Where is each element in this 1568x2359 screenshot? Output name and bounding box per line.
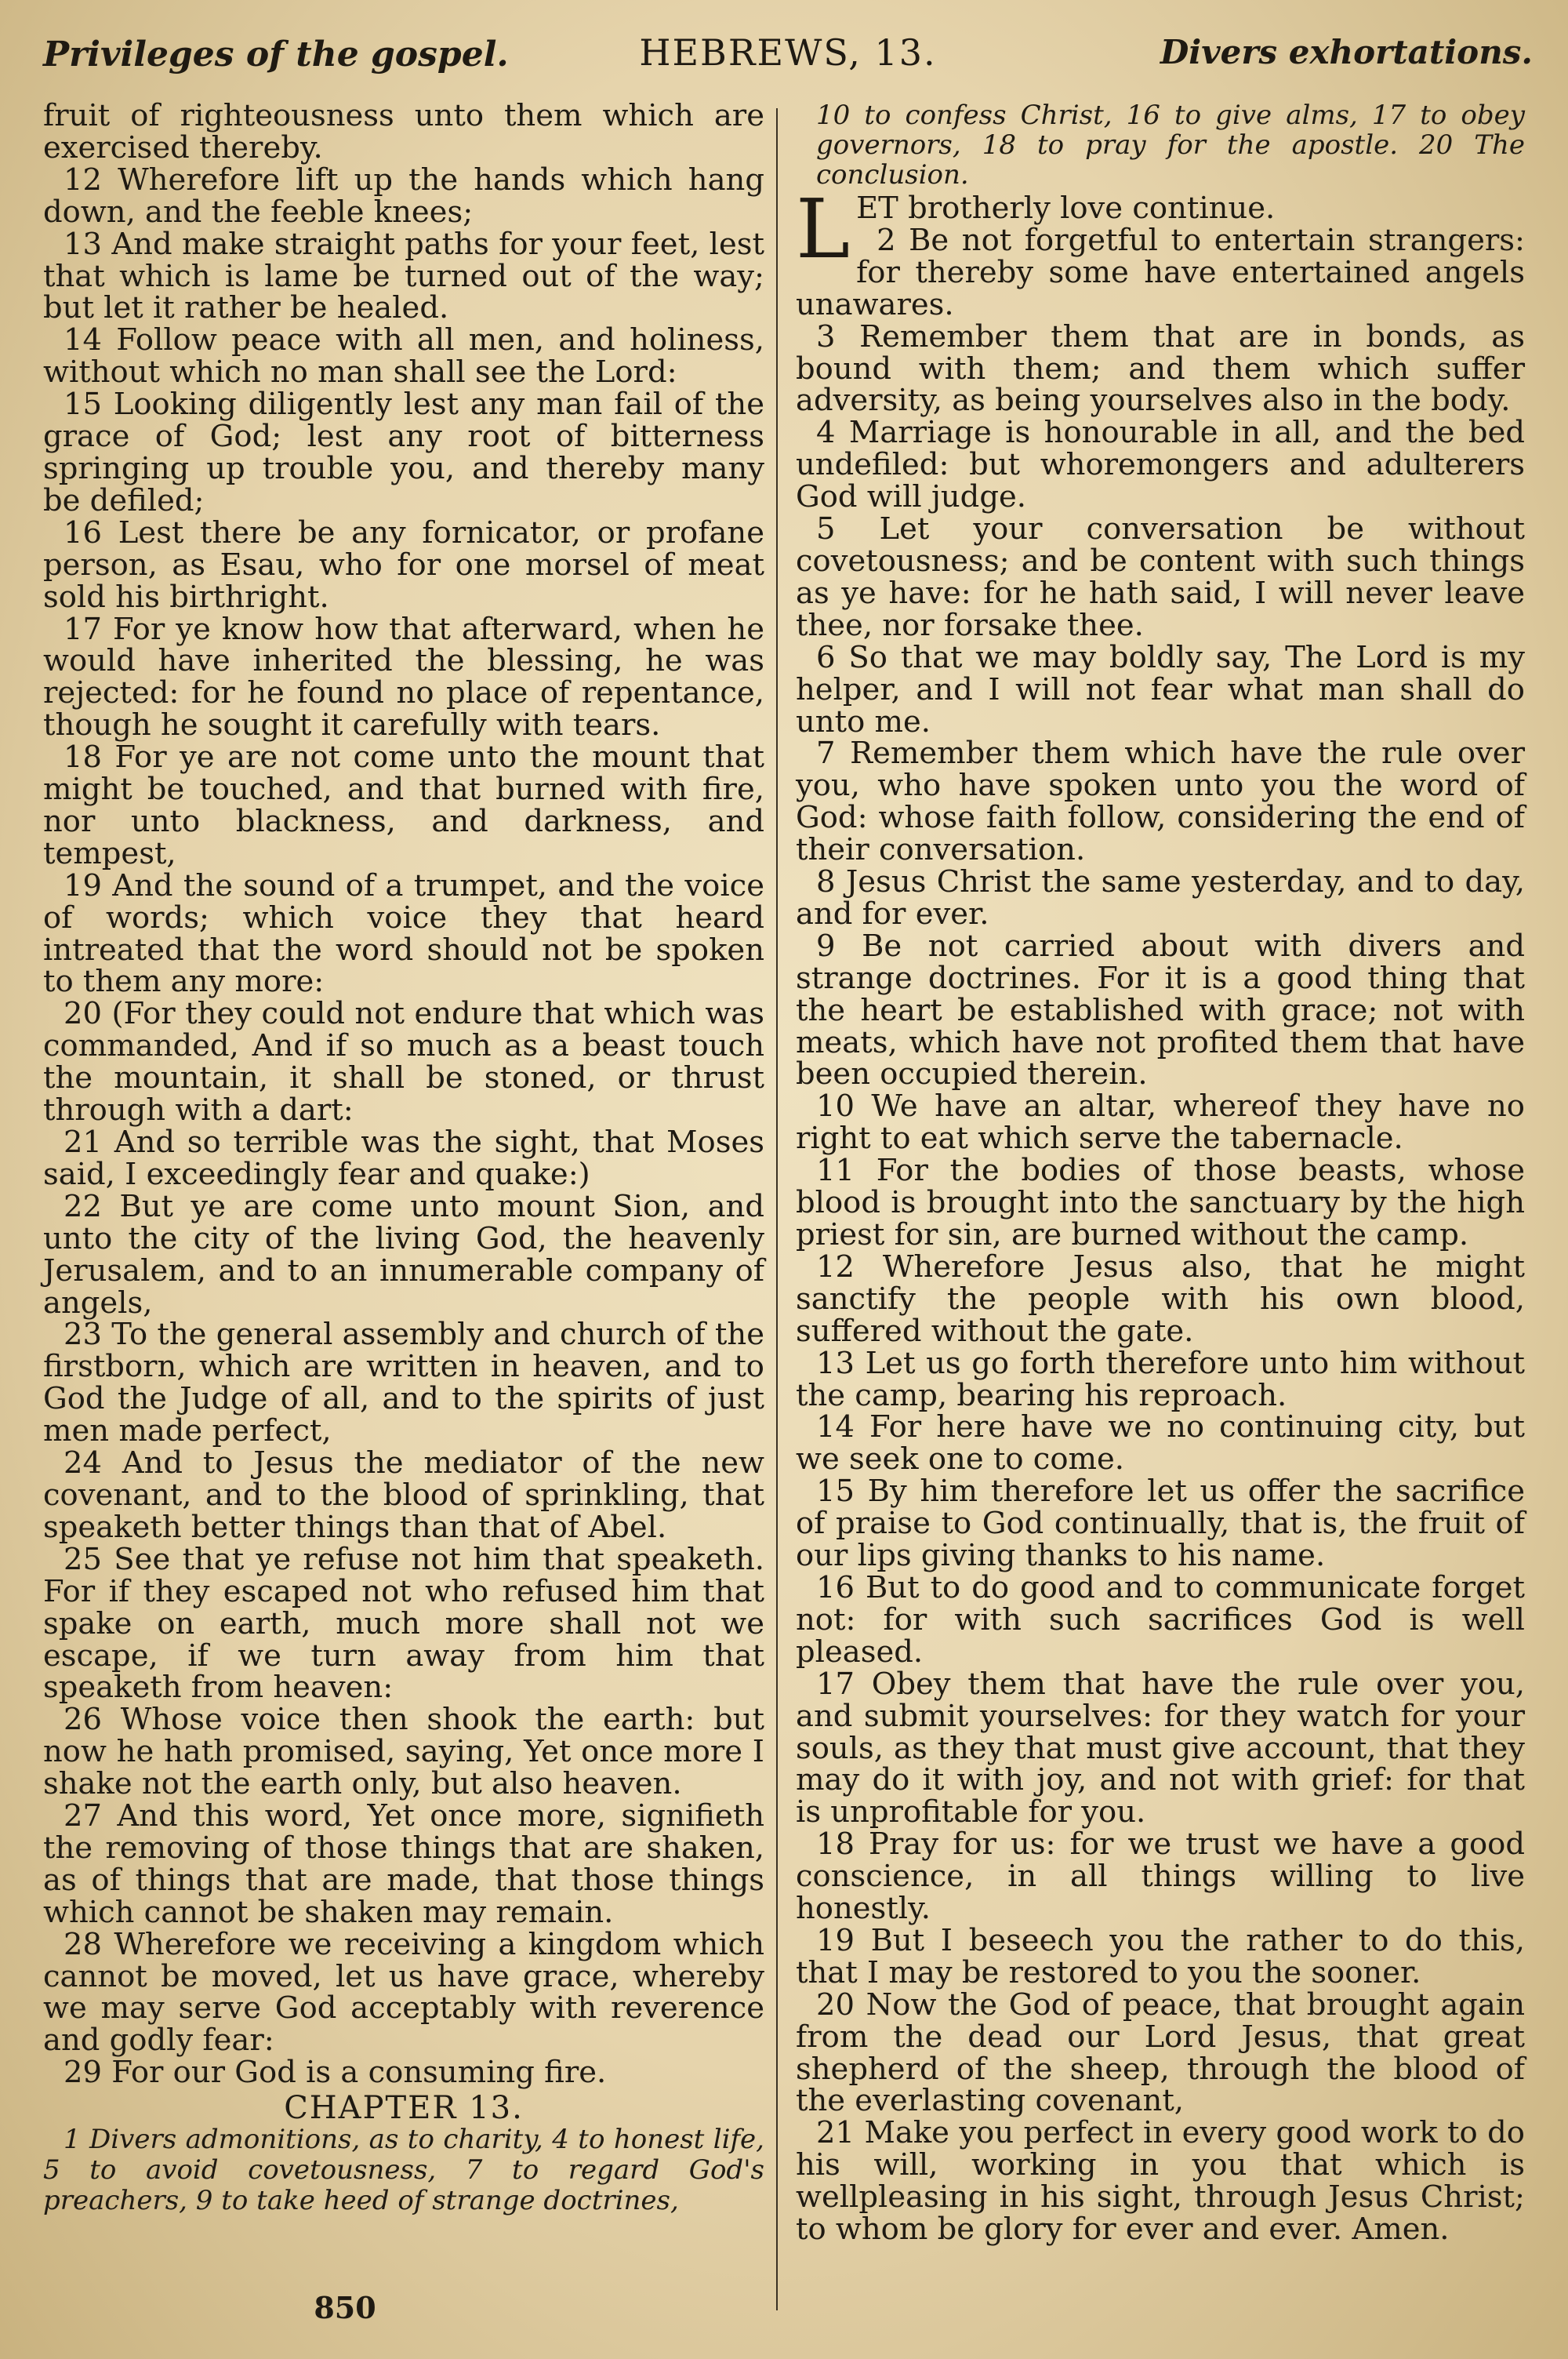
verse-paragraph: 14 Follow peace with all men, and holiness, without which no man shall see the Lord: (43, 322, 764, 391)
verse-paragraph: 11 For the bodies of those beasts, whose blood is brought into the sanctuary by the high priest for sin, are burned without the camp. (796, 1153, 1525, 1252)
column-divider (776, 108, 778, 2310)
verse-paragraph: 15 By him therefore let us offer the sacrifice of praise to God continually, that is, the fruit of our lips giving thanks to his name. (796, 1474, 1525, 1574)
verse-paragraph: 17 Obey them that have the rule over you, and submit yourselves: for they watch for your souls, as they that must give account, that they may do it with joy, and not with grief: for that is unprofitable for you. (796, 1666, 1525, 1830)
verse-paragraph: 5 Let your conversation be without covetousness; and be content with such things as ye have: for he hath said, I will never leave thee, nor forsake thee. (796, 511, 1525, 643)
verse-paragraph: 2 Be not forgetful to entertain strangers: for thereby some have entertained angels unawares. (796, 222, 1525, 322)
header-book-chapter: HEBREWS, 13. (639, 31, 937, 74)
verse-paragraph: 17 For ye know how that afterward, when he would have inherited the blessing, he was rejected: for he found no place of repentance, though he sought it carefully with tears. (43, 611, 764, 743)
verse-paragraph: 15 Looking diligently lest any man fail of the grace of God; lest any root of bitterness springing up trouble you, and thereby many be defiled; (43, 387, 764, 518)
verse-paragraph: 28 Wherefore we receiving a kingdom which cannot be moved, let us have grace, whereby we may serve God acceptably with reverence and godly fear: (43, 1926, 764, 2059)
verse-paragraph: 6 So that we may boldly say, The Lord is my helper, and I will not fear what man shall do unto me. (796, 639, 1525, 740)
verse-paragraph: 21 Make you perfect in every good work to do his will, working in you that which is wellpleasing in his sight, through Jesus Christ; to whom be glory for ever and ever. Amen. (796, 2115, 1525, 2248)
verse-paragraph: 4 Marriage is honourable in all, and the bed undefiled: but whoremongers and adulterers God will judge. (796, 415, 1525, 515)
verse-paragraph: 8 Jesus Christ the same yesterday, and to day, and for ever. (796, 864, 1525, 932)
verse-paragraph: 9 Be not carried about with divers and strange doctrines. For it is a good thing that the heart be established with grace; not with meats, which have not profited them that have been occupied therein. (796, 928, 1525, 1092)
verse-paragraph: fruit of righteousness unto them which are exercised thereby. (43, 98, 764, 165)
verse-paragraph: 23 To the general assembly and church of the firstborn, which are written in heaven, and to God the Judge of all, and to the spirits of just men made perfect, (43, 1317, 764, 1449)
header-left-title: Privileges of the gospel. (43, 35, 509, 75)
verse-paragraph: 24 And to Jesus the mediator of the new covenant, and to the blood of sprinkling, that speaketh better things than that of Abel. (43, 1445, 764, 1545)
verse-paragraph: 22 But ye are come unto mount Sion, and unto the city of the living God, the heavenly Jerusalem, and to an innumerable company of angels, (43, 1188, 764, 1321)
page-number: 850 (314, 2290, 376, 2325)
chapter-heading: CHAPTER 13. (284, 2090, 524, 2127)
verse-paragraph: 29 For our God is a consuming fire. (64, 2055, 607, 2091)
running-header (43, 31, 1533, 78)
verse-paragraph: 27 And this word, Yet once more, signifieth the removing of those things that are shaken, as of things that are made, that those things which cannot be shaken may remain. (43, 1798, 764, 1930)
verse-paragraph: 20 Now the God of peace, that brought again from the dead our Lord Jesus, that great shepherd of the sheep, through the blood of the everlasting covenant, (796, 1986, 1525, 2119)
verse-paragraph: 18 For ye are not come unto the mount that might be touched, and that burned with fire, nor unto blackness, and darkness, and tempest, (43, 740, 764, 871)
chapter-summary-continued: 10 to confess Christ, 16 to give alms, 17 to obey governors, 18 to pray for the apostle. 20 The conclusion. (816, 100, 1525, 191)
drop-cap: L (796, 181, 851, 277)
verse-paragraph: 12 Wherefore lift up the hands which hang down, and the feeble knees; (43, 162, 764, 230)
chapter-summary: 1 Divers admonitions, as to charity, 4 to honest life, 5 to avoid covetousness, 7 to regard God's preachers, 9 to take heed of strange doctrines, (43, 2124, 764, 2217)
verse-paragraph: 19 But I beseech you the rather to do this, that I may be restored to you the sooner. (796, 1922, 1525, 1990)
verse-paragraph: 16 But to do good and to communicate forget not: for with such sacrifices God is well pleased. (796, 1569, 1525, 1670)
verse-paragraph: 26 Whose voice then shook the earth: but now he hath promised, saying, Yet once more I shake not the earth only, but also heaven. (43, 1702, 764, 1802)
verse-paragraph: 7 Remember them which have the rule over you, who have spoken unto you the word of God: whose faith follow, considering the end of their conversation. (796, 736, 1525, 868)
verse-paragraph: 14 For here have we no continuing city, but we seek one to come. (796, 1409, 1525, 1478)
verse-paragraph: 3 Remember them that are in bonds, as bound with them; and them which suffer adversity, as being yourselves also in the body. (796, 318, 1525, 419)
verse-paragraph: 12 Wherefore Jesus also, that he might sanctify the people with his own blood, suffered without the gate. (796, 1249, 1525, 1349)
verse-paragraph: 18 Pray for us: for we trust we have a good conscience, in all things willing to live honestly. (796, 1826, 1525, 1927)
verse-paragraph: 13 Let us go forth therefore unto him without the camp, bearing his reproach. (796, 1345, 1525, 1413)
verse-paragraph: 10 We have an altar, whereof they have no right to eat which serve the tabernacle. (796, 1089, 1525, 1157)
header-right-title: Divers exhortations. (1160, 33, 1533, 71)
right-column (796, 100, 1525, 2246)
verse-paragraph: 25 See that ye refuse not him that speaketh. For if they escaped not who refused him that spake on earth, much more shall not we escape, if we turn away from him that speaketh from heaven: (43, 1541, 764, 1706)
verse-paragraph: 19 And the sound of a trumpet, and the voice of words; which voice they that heard intreated that the word should not be spoken to them any more: (43, 867, 764, 1000)
verse-paragraph: 20 (For they could not endure that which was commanded, And if so much as a beast touch the mountain, it shall be stoned, or thrust through with a dart: (43, 996, 764, 1129)
verse-paragraph: 13 And make straight paths for your feet, lest that which is lame be turned out of the way; but let it rather be healed. (43, 226, 764, 326)
left-column (43, 100, 764, 2216)
verse-paragraph: 16 Lest there be any fornicator, or profane person, as Esau, who for one morsel of meat sold his birthright. (43, 514, 764, 615)
first-verse-text: ET brotherly love continue. (856, 191, 1276, 226)
verse-paragraph: 21 And so terrible was the sight, that Moses said, I exceedingly fear and quake:) (43, 1125, 764, 1192)
